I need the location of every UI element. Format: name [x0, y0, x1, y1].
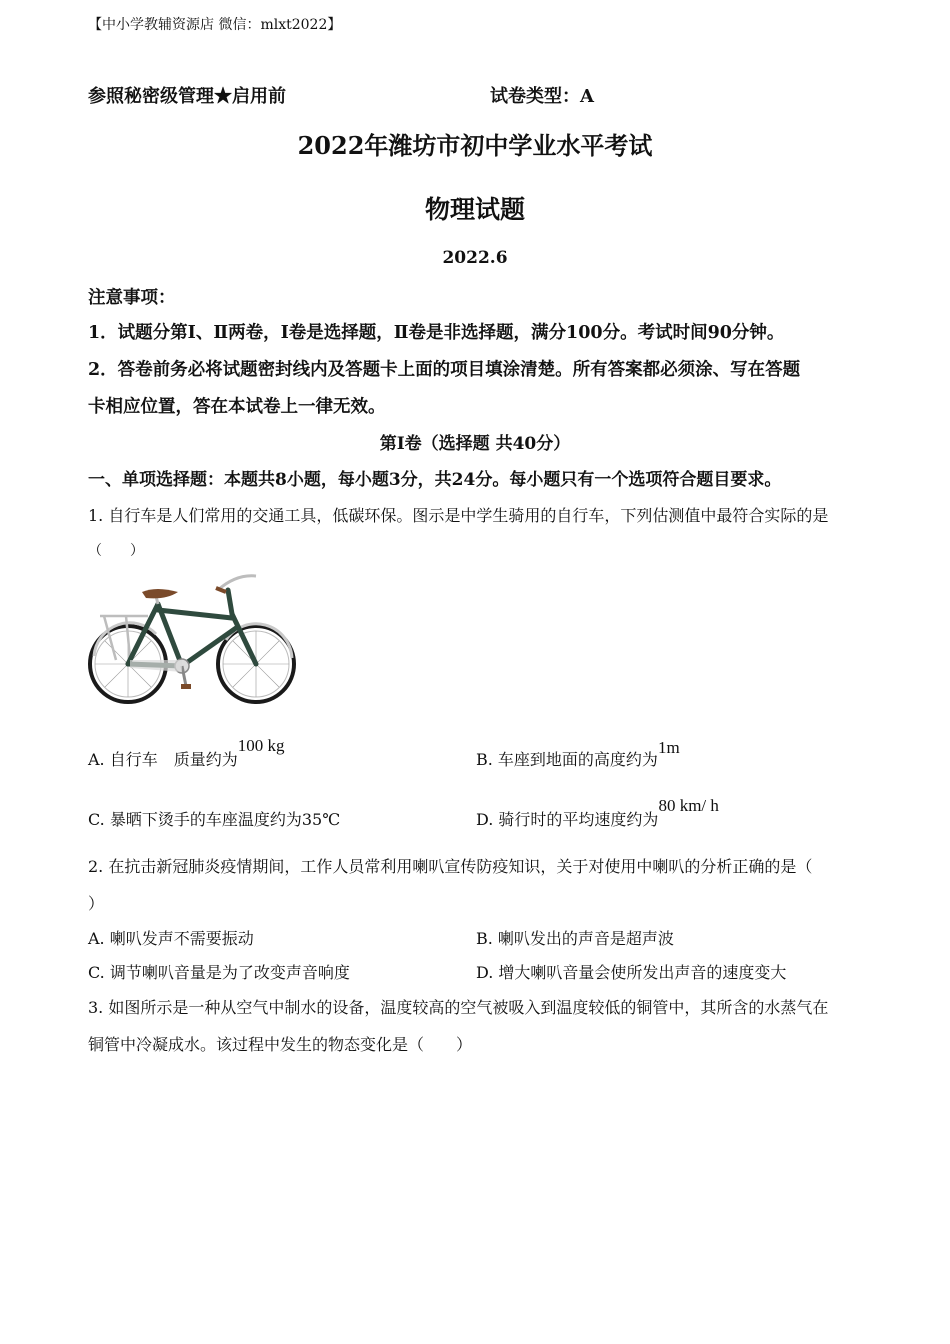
q2-option-a: A. 喇叭发声不需要振动: [88, 929, 254, 948]
q1-stem: 1. 自行车是人们常用的交通工具，低碳环保。图示是中学生骑用的自行车，下列估测值中最符合实际的是: [88, 506, 829, 525]
notice-item-1: 1．试题分第Ⅰ、Ⅱ两卷，Ⅰ卷是选择题，Ⅱ卷是非选择题，满分100分。考试时间90分钟。: [88, 323, 785, 343]
notice-heading: 注意事项：: [88, 288, 176, 308]
q1-option-b: [476, 738, 680, 770]
q1-option-d-value: 80 km/ h: [658, 796, 719, 815]
secrecy-label: 参照秘密级管理★启用前: [88, 86, 286, 107]
section-heading: 一、单项选择题：本题共8小题，每小题3分，共24分。每小题只有一个选项符合题目要求。: [88, 470, 782, 490]
q2-stem: 2. 在抗击新冠肺炎疫情期间，工作人员常利用喇叭宣传防疫知识，关于对使用中喇叭的分析正确的是（: [88, 857, 813, 876]
bicycle-image: [86, 570, 298, 706]
q2-option-b: B. 喇叭发出的声音是超声波: [476, 929, 674, 948]
notice-item-2-cont: 卡相应位置，答在本试卷上一律无效。: [88, 397, 386, 417]
q2-stem-end: ）: [88, 894, 105, 913]
q3-stem-cont: 铜管中冷凝成水。该过程中发生的物态变化是（ ）: [88, 1035, 473, 1054]
notice-item-2: 2．答卷前务必将试题密封线内及答题卡上面的项目填涂清楚。所有答案都必须涂、写在答题: [88, 360, 801, 380]
q1-option-a: [88, 736, 285, 770]
q2-option-c: C. 调节喇叭音量是为了改变声音响度: [88, 963, 350, 982]
q1-option-d: [476, 796, 719, 830]
paper-type-label: 试卷类型：A: [490, 86, 594, 107]
q1-option-a-value: 100 kg: [237, 736, 285, 755]
subject-title: 物理试题: [424, 195, 525, 224]
q2-option-d: D. 增大喇叭音量会使所发出声音的速度变大: [476, 963, 787, 982]
q1-option-c: C. 暴晒下烫手的车座温度约为35℃: [88, 810, 341, 829]
exam-date: 2022.6: [442, 248, 508, 268]
q1-option-b-value: 1m: [657, 738, 680, 757]
q1-option-d-text: D. 骑行时的平均速度约为: [476, 810, 659, 829]
q3-stem: 3. 如图所示是一种从空气中制水的设备，温度较高的空气被吸入到温度较低的铜管中，其所含的水蒸气在: [88, 998, 829, 1017]
q1-answer-paren: （ ）: [88, 543, 144, 559]
q1-option-b-text: B. 车座到地面的高度约为: [476, 750, 658, 769]
watermark-text: 【中小学教辅资源店 微信：mlxt2022】: [88, 17, 342, 33]
q1-option-a-text: A. 自行车 质量约为: [88, 750, 238, 769]
exam-title: 2022年潍坊市初中学业水平考试: [297, 131, 653, 160]
part1-heading: 第Ⅰ卷（选择题 共40分）: [379, 434, 571, 454]
